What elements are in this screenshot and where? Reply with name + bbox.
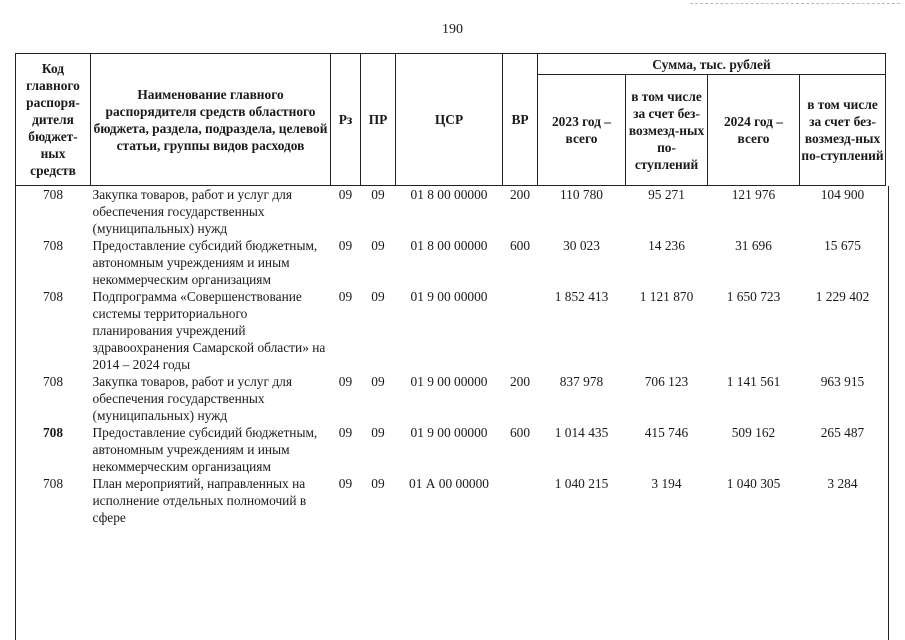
cell-rz: 09 <box>338 289 353 304</box>
cell-name: Предоставление субсидий бюджетным, автономным учреждениям и иным некоммерческим организациям <box>92 238 318 287</box>
cell-name: Закупка товаров, работ и услуг для обеспечения государственных (муниципальных) нужд <box>92 187 292 236</box>
cell-2023-total: 1 014 435 <box>554 425 609 440</box>
cell-pr: 09 <box>371 187 385 202</box>
cell-kod: 708 <box>42 374 64 389</box>
top-edge-line <box>690 3 900 4</box>
cell-pr: 09 <box>371 238 385 253</box>
table-row <box>16 237 886 288</box>
cell-vr <box>503 288 538 373</box>
table-left-border <box>15 186 16 640</box>
cell-2024-total: 31 696 <box>735 238 772 253</box>
cell-csr: 01 8 00 00000 <box>410 187 488 202</box>
cell-name: Предоставление субсидий бюджетным, автономным учреждениям и иным некоммерческим организациям <box>92 425 318 474</box>
cell-rz: 09 <box>338 425 353 440</box>
cell-name: План мероприятий, направленных на исполнение отдельных полномочий в сфере <box>92 476 307 525</box>
header-pr: ПР <box>361 54 396 186</box>
cell-2023-total: 837 978 <box>559 374 604 389</box>
cell-2023-free: 415 746 <box>644 425 689 440</box>
cell-2024-free: 3 284 <box>827 476 858 491</box>
cell-kod: 708 <box>42 238 64 253</box>
cell-2024-total: 1 040 305 <box>726 476 781 491</box>
cell-pr: 09 <box>371 374 385 389</box>
cell-2023-free: 95 271 <box>648 187 685 202</box>
cell-kod: 708 <box>42 476 64 491</box>
cell-2024-total: 121 976 <box>731 187 776 202</box>
cell-2024-free: 15 675 <box>824 238 861 253</box>
cell-vr: 600 <box>509 238 531 253</box>
cell-2024-free: 963 915 <box>820 374 865 389</box>
header-kod: Код главного распоря-дителя бюджет-ных средств <box>16 54 91 186</box>
table-row <box>16 373 886 424</box>
cell-vr: 600 <box>509 425 531 440</box>
table-right-border <box>888 186 889 640</box>
cell-csr: 01 8 00 00000 <box>410 238 488 253</box>
cell-vr <box>503 475 538 526</box>
cell-2024-free: 104 900 <box>820 187 865 202</box>
header-2024-total: 2024 год – всего <box>708 75 800 186</box>
cell-rz: 09 <box>338 374 353 389</box>
cell-csr: 01 А 00 00000 <box>409 476 489 491</box>
header-rz: Рз <box>331 54 361 186</box>
cell-2023-total: 30 023 <box>563 238 600 253</box>
header-2023-total: 2023 год – всего <box>538 75 626 186</box>
header-vr: ВР <box>503 54 538 186</box>
table-row <box>16 424 886 475</box>
cell-kod: 708 <box>42 289 64 304</box>
cell-2024-total: 1 141 561 <box>726 374 781 389</box>
cell-rz: 09 <box>338 187 353 202</box>
table-body <box>16 186 886 527</box>
cell-csr: 01 9 00 00000 <box>410 374 488 389</box>
cell-2023-free: 14 236 <box>648 238 685 253</box>
budget-table <box>15 53 886 526</box>
header-csr: ЦСР <box>396 54 503 186</box>
cell-csr: 01 9 00 00000 <box>410 425 488 440</box>
cell-2023-total: 1 852 413 <box>554 289 609 304</box>
cell-vr: 200 <box>509 187 531 202</box>
cell-2023-free: 3 194 <box>651 476 682 491</box>
cell-2023-total: 110 780 <box>559 187 604 202</box>
cell-2023-free: 1 121 870 <box>639 289 694 304</box>
header-name: Наименование главного распорядителя средств областного бюджета, раздела, подраздела, целевой статьи, группы видов расходов <box>91 54 331 186</box>
cell-pr: 09 <box>371 289 385 304</box>
cell-csr: 01 9 00 00000 <box>410 289 488 304</box>
header-2023-free: в том числе за счет без-возмезд-ных по-ступлений <box>626 75 708 186</box>
table-row <box>16 475 886 526</box>
header-2024-free: в том числе за счет без-возмезд-ных по-ступлений <box>800 75 886 186</box>
cell-vr: 200 <box>509 374 531 389</box>
table-row <box>16 288 886 373</box>
cell-name: Подпрограмма «Совершенствование системы территориального планирования учреждений здравоохранения Самарской области» на 2014 – 2024 годы <box>92 289 326 372</box>
cell-2024-total: 509 162 <box>731 425 776 440</box>
cell-pr: 09 <box>371 425 385 440</box>
cell-rz: 09 <box>338 238 353 253</box>
page-number: 190 <box>442 22 463 37</box>
cell-kod: 708 <box>42 187 64 202</box>
table-header <box>16 54 886 186</box>
cell-rz: 09 <box>338 476 353 491</box>
cell-name: Закупка товаров, работ и услуг для обеспечения государственных (муниципальных) нужд <box>92 374 292 423</box>
cell-2024-free: 265 487 <box>820 425 865 440</box>
cell-2024-free: 1 229 402 <box>815 289 870 304</box>
cell-2024-total: 1 650 723 <box>726 289 781 304</box>
cell-2023-total: 1 040 215 <box>554 476 609 491</box>
cell-kod: 708 <box>42 425 64 440</box>
header-sum-group: Сумма, тыс. рублей <box>538 54 886 75</box>
table-row <box>16 186 886 238</box>
cell-2023-free: 706 123 <box>644 374 689 389</box>
cell-pr: 09 <box>371 476 385 491</box>
